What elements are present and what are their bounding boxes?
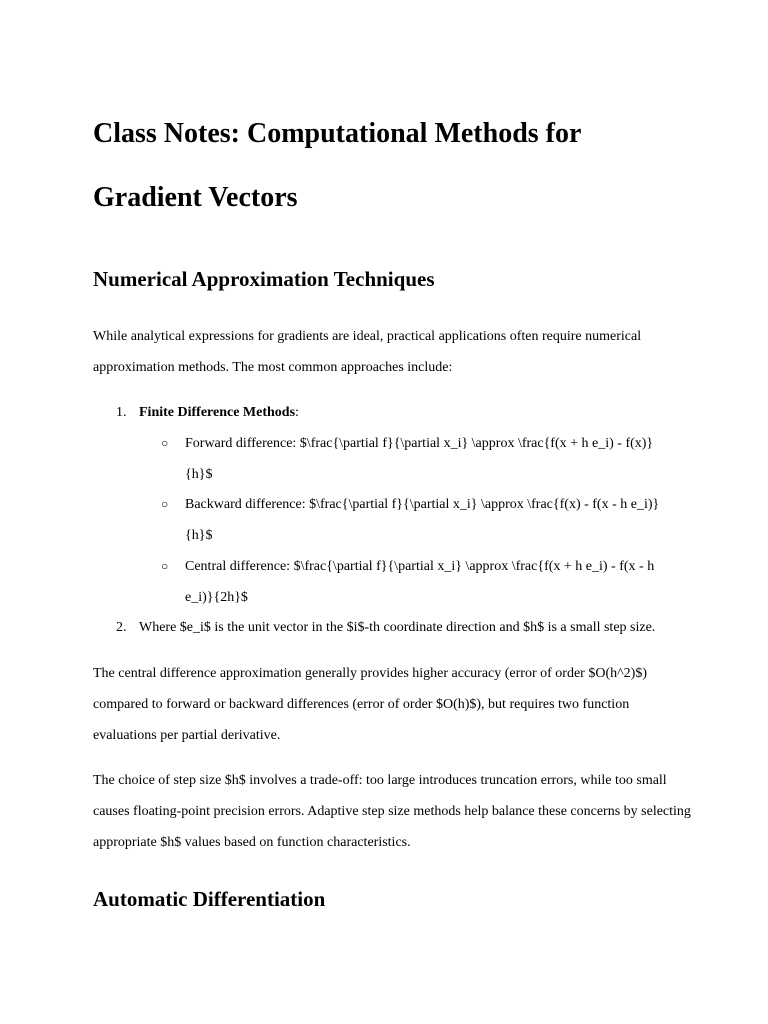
page-title: Class Notes: Computational Methods for Gradient Vectors <box>93 118 581 213</box>
list-item-suffix: : <box>295 405 299 420</box>
central-difference-paragraph: The central difference approximation generally provides higher accuracy (error of order $O(h^2)$) compared to forward or backward differences (error of order $O(h)$), but requires two function evaluations per partial derivative. <box>93 666 647 743</box>
list-item-number: 2. <box>116 620 127 635</box>
list-item-finite-difference <box>139 397 299 428</box>
section-heading-numerical-approximation: Numerical Approximation Techniques <box>93 267 435 291</box>
section-heading-automatic-differentiation: Automatic Differentiation <box>93 887 326 911</box>
bullet-icon: ○ <box>161 497 169 511</box>
intro-paragraph: While analytical expressions for gradients are ideal, practical applications often require numerical approximation methods. The most common approaches include: <box>93 329 642 375</box>
subitem-backward-difference: Backward difference: $\frac{\partial f}{\partial x_i} \approx \frac{f(x) - f(x - h e_i)}{h}$ <box>185 497 660 543</box>
list-item-unit-vector-note: Where $e_i$ is the unit vector in the $i$-th coordinate direction and $h$ is a small step size. <box>139 620 656 635</box>
list-item-number: 1. <box>116 405 127 420</box>
bullet-icon: ○ <box>161 559 169 573</box>
bullet-icon: ○ <box>161 436 169 450</box>
list-item-bold-label: Finite Difference Methods <box>139 405 296 420</box>
subitem-forward-difference: Forward difference: $\frac{\partial f}{\partial x_i} \approx \frac{f(x + h e_i) - f(x)}{h}$ <box>185 436 654 482</box>
subitem-central-difference: Central difference: $\frac{\partial f}{\partial x_i} \approx \frac{f(x + h e_i) - f(x - h e_i)}{2h}$ <box>185 559 655 605</box>
step-size-paragraph: The choice of step size $h$ involves a trade-off: too large introduces truncation errors, while too small causes floating-point precision errors. Adaptive step size methods help balance these concerns by selecting appropriate $h$ values based on function characteristics. <box>93 773 691 850</box>
